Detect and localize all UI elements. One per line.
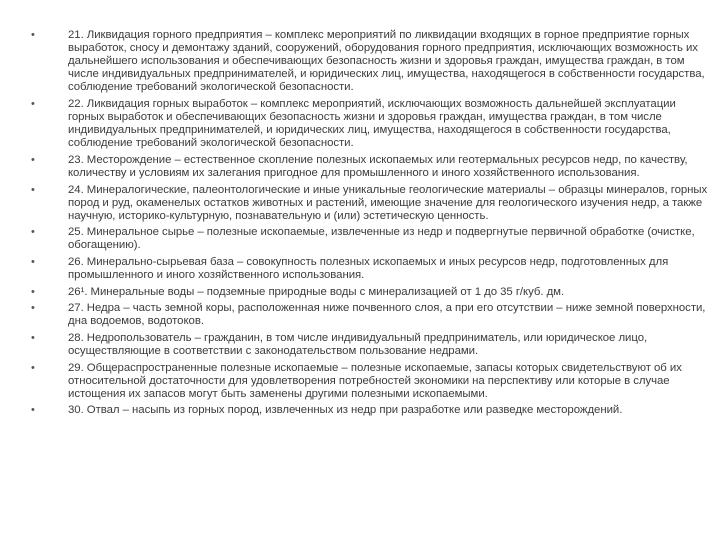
bullet-icon: • [31,183,35,196]
definition-text: 23. Месторождение – естественное скопление полезных ископаемых или геотермальных ресурсов недр, по качеству, количеству и условиям их залегания пригодное для промышленного и иного хозяйственного использования. [68,153,688,179]
definition-item [0,302,720,328]
definition-item [0,256,720,282]
definition-text: 28. Недропользователь – гражданин, в том числе индивидуальный предприниматель, или юридическое лицо, осуществляющие в соответствии с законодательством пользование недрами. [68,331,648,358]
bullet-icon: • [31,153,35,166]
bullet-icon: • [31,256,35,268]
definition-item [0,154,720,180]
bullet-icon: • [31,302,35,315]
definition-text: 30. Отвал – насыпь из горных пород, извлеченных из недр при разработке или разведке месторождений. [68,404,623,417]
bullet-icon: • [31,29,35,41]
definition-text: 21. Ликвидация горного предприятия – комплекс мероприятий по ликвидации входящих в горное предприятие горных выработок, сносу и демонтажу зданий, сооружений, оборудования горного предприятия, исключающих возможность их дальнейшего использования и обеспечивающих безопасность жизни и здоровья граждан, имущества граждан, в том числе индивидуальных предпринимателей, и юридических лиц, имущества, находящегося в собственности государства, соблюдение требований экологической безопасности. [68,29,705,94]
definition-text: 25. Минеральное сырье – полезные ископаемые, извлеченные из недр и подвергнутые первичной обработке (очистке, обогащению). [68,226,695,252]
definition-text: 24. Минералогические, палеонтологические и иные уникальные геологические материалы – образцы минералов, горных пород и руд, окаменелых остатков животных и растений, имеющие значение для геологического изучения недр, а также научную, историко-культурную, познавательную и (или) эстетическую ценность. [68,183,708,222]
definition-item [0,29,720,94]
definition-item [0,286,720,299]
bullet-icon: • [31,97,35,110]
bullet-icon: • [31,226,35,239]
definition-item [0,404,720,417]
bullet-icon: • [31,361,35,374]
bullet-icon: • [31,331,35,344]
definition-text: 29. Общераспространенные полезные ископаемые – полезные ископаемые, запасы которых свидетельствуют об их относительной достаточности для удовлетворения потребностей экономики на перспективу или которые в случае истощения их запасов могут быть заменены другими полезными ископаемыми. [68,361,682,400]
definitions-list [0,29,720,421]
definition-item [0,98,720,150]
definition-item [0,226,720,252]
definition-item [0,184,720,223]
definition-text: 27. Недра – часть земной коры, расположенная ниже почвенного слоя, а при его отсутствии – ниже земной поверхности, дна водоемов, водотоков. [68,302,706,328]
definition-text: 26¹. Минеральные воды – подземные природные воды с минерализацией от 1 до 35 г/куб. дм. [68,285,565,298]
bullet-icon: • [31,285,35,298]
definition-text: 26. Минерально-сырьевая база – совокупность полезных ископаемых и иных ресурсов недр, подготовленных для промышленного и иного хозяйственного использования. [68,256,669,282]
bullet-icon: • [31,404,35,417]
definition-item [0,362,720,401]
definition-text: 22. Ликвидация горных выработок – комплекс мероприятий, исключающих возможность дальнейшей эксплуатации горных выработок и обеспечивающих безопасность жизни и здоровья граждан, имущества граждан, в том числе индивидуальных предпринимателей, и юридических лиц, имущества, находящегося в собственности государства, соблюдение требований экологической безопасности. [68,97,676,150]
definition-item [0,332,720,358]
